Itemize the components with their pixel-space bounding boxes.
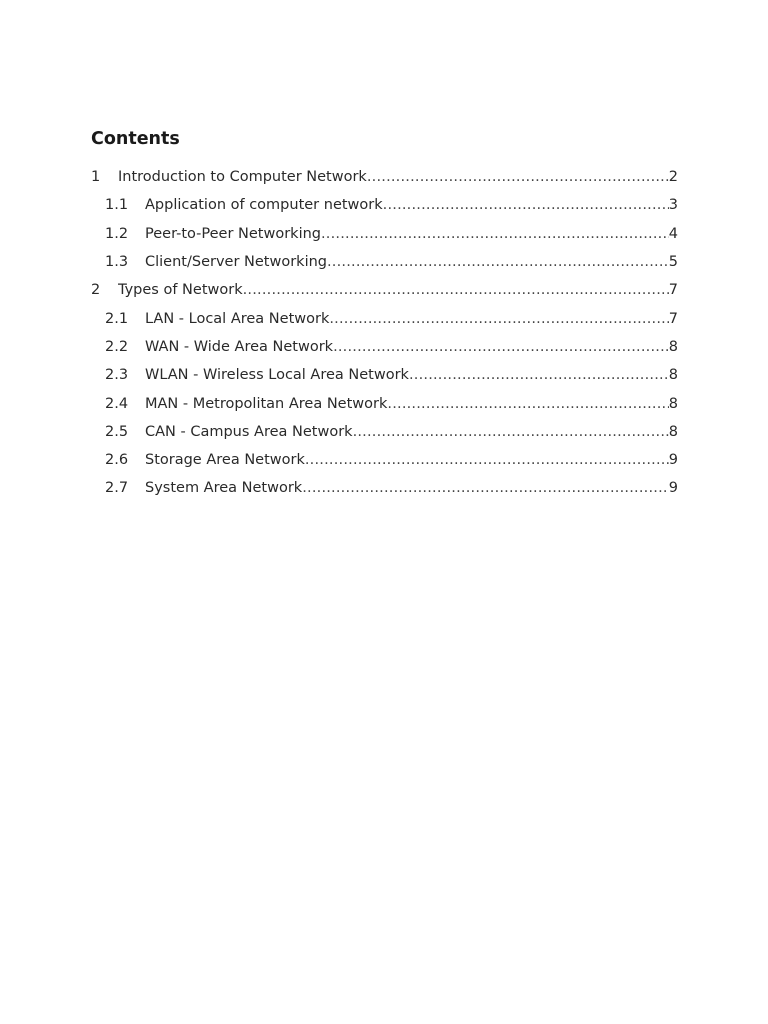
dot-leader: [367, 165, 669, 189]
toc-entry-number: 2.7: [105, 480, 129, 497]
dot-leader: [321, 222, 669, 246]
dot-leader: [305, 448, 669, 472]
toc-entry-page-number[interactable]: 8: [668, 338, 678, 355]
toc-entry[interactable]: [0, 220, 768, 248]
toc-entry-number: 2.3: [105, 367, 129, 384]
toc-entry-number: 2.2: [105, 338, 129, 355]
toc-entry-number: 1.1: [105, 197, 129, 214]
toc-entry-page-number[interactable]: 5: [668, 254, 678, 271]
toc-entry[interactable]: [0, 304, 768, 332]
toc-entry-page-number[interactable]: 3: [668, 197, 678, 214]
toc-entry-label[interactable]: Client/Server Networking: [145, 254, 327, 271]
toc-entry-page-number[interactable]: 8: [668, 423, 678, 440]
toc-entry[interactable]: [0, 389, 768, 417]
toc-entry[interactable]: [0, 163, 768, 191]
toc-entry-page-number[interactable]: 9: [668, 480, 678, 497]
toc-entry[interactable]: [0, 418, 768, 446]
dot-leader: [353, 420, 669, 444]
toc-entry-page-number[interactable]: 9: [668, 452, 678, 469]
toc-entry-line: [145, 307, 678, 331]
toc-entry-label[interactable]: Types of Network: [118, 282, 243, 299]
toc-entry-label[interactable]: Introduction to Computer Network: [118, 169, 367, 186]
toc-entry-label[interactable]: MAN - Metropolitan Area Network: [145, 395, 388, 412]
toc-title: Contents: [91, 129, 180, 149]
toc-entry-label[interactable]: Storage Area Network: [145, 452, 305, 469]
dot-leader: [302, 476, 669, 500]
toc-entry-page-number[interactable]: 8: [668, 367, 678, 384]
toc-entry[interactable]: [0, 248, 768, 276]
dot-leader: [327, 250, 669, 274]
toc-entry-label[interactable]: WAN - Wide Area Network: [145, 338, 334, 355]
toc-entry-line: [118, 165, 678, 189]
toc-entry-number: 2: [91, 282, 101, 299]
dot-leader: [243, 278, 669, 302]
toc-entry-page-number[interactable]: 8: [668, 395, 678, 412]
dot-leader: [409, 363, 669, 387]
toc-entry-number: 2.4: [105, 395, 129, 412]
toc-entry[interactable]: [0, 446, 768, 474]
toc-entry[interactable]: [0, 333, 768, 361]
toc-entry[interactable]: [0, 474, 768, 502]
toc-entry-label[interactable]: Application of computer network: [145, 197, 383, 214]
toc-entry-line: [145, 363, 678, 387]
toc-entry-line: [145, 250, 678, 274]
toc-entry-page-number[interactable]: 7: [668, 310, 678, 327]
toc-entry-number: 1.3: [105, 254, 129, 271]
toc-entry[interactable]: [0, 276, 768, 304]
toc-entry-line: [145, 420, 678, 444]
toc-entry-line: [145, 448, 678, 472]
toc-entry-line: [145, 335, 678, 359]
toc-entry[interactable]: [0, 361, 768, 389]
toc-entry-page-number[interactable]: 7: [668, 282, 678, 299]
toc-entry-label[interactable]: WLAN - Wireless Local Area Network: [145, 367, 409, 384]
toc-entry-line: [145, 222, 678, 246]
toc-entry-line: [145, 476, 678, 500]
dot-leader: [329, 307, 668, 331]
toc-entry-label[interactable]: LAN - Local Area Network: [145, 310, 330, 327]
toc-entry-label[interactable]: Peer-to-Peer Networking: [145, 225, 321, 242]
toc-entry-line: [145, 392, 678, 416]
toc-entry-number: 2.1: [105, 310, 129, 327]
toc-entry[interactable]: [0, 191, 768, 219]
toc-entry-page-number[interactable]: 2: [668, 169, 678, 186]
toc-entry-line: [118, 278, 678, 302]
dot-leader: [387, 392, 668, 416]
toc-entry-page-number[interactable]: 4: [668, 225, 678, 242]
dot-leader: [383, 193, 669, 217]
toc-entry-number: 2.5: [105, 423, 129, 440]
toc-entry-number: 1.2: [105, 225, 129, 242]
toc-entry-line: [145, 193, 678, 217]
toc-list: [0, 163, 768, 503]
toc-entry-label[interactable]: CAN - Campus Area Network: [145, 423, 353, 440]
toc-entry-number: 1: [91, 169, 101, 186]
toc-entry-label[interactable]: System Area Network: [145, 480, 303, 497]
toc-entry-number: 2.6: [105, 452, 129, 469]
dot-leader: [333, 335, 669, 359]
